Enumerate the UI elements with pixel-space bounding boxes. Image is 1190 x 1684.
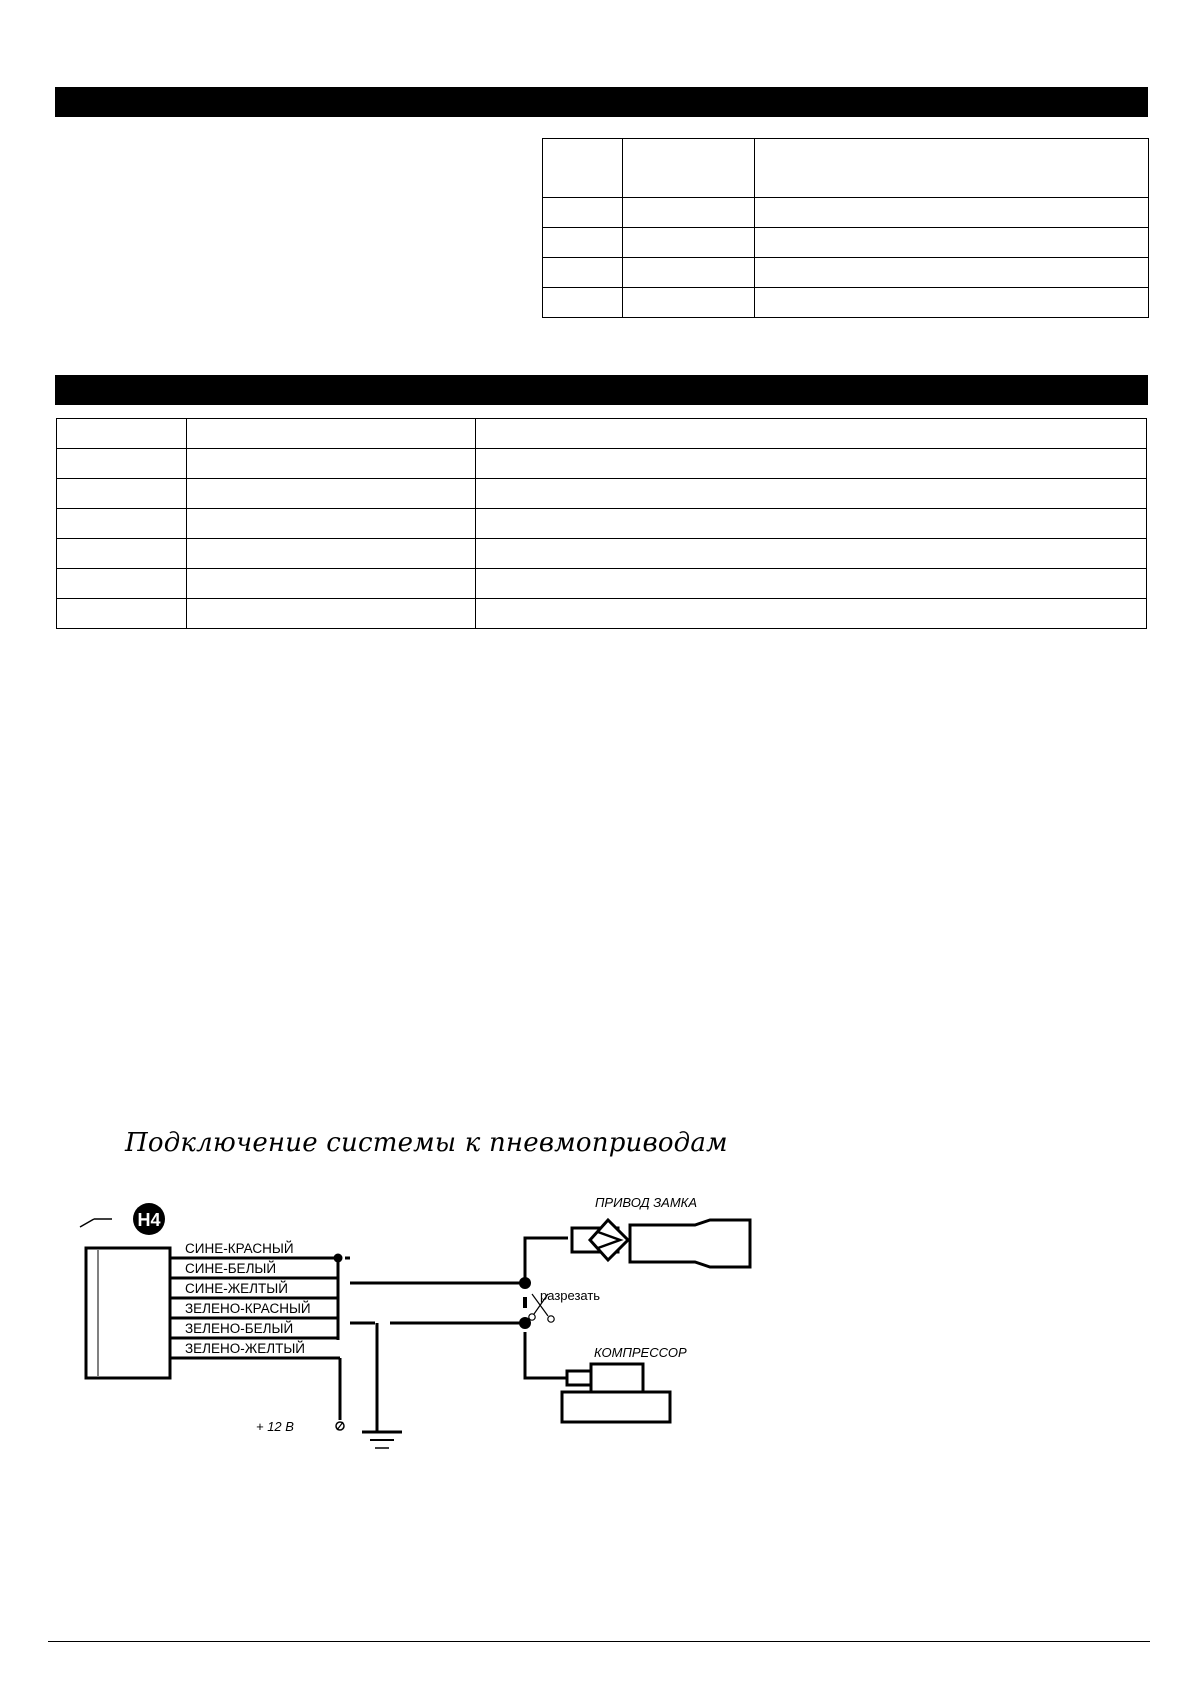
section-header-bar-2 [55,375,1148,405]
table-row [57,599,1147,629]
table-row [57,419,1147,449]
compressor-tube [525,1332,570,1378]
lock-actuator [572,1220,750,1267]
table-row [57,479,1147,509]
table-row [543,288,1149,318]
table-row [543,139,1149,198]
diagram-title: Подключение системы к пневмоприводам [125,1128,728,1158]
compressor [562,1364,670,1422]
compressor-label: КОМПРЕССОР [594,1345,687,1360]
wire-label-blue-white: СИНЕ-БЕЛЫЙ [185,1261,277,1276]
footer-rule [48,1641,1150,1642]
wire-label-green-yellow: ЗЕЛЕНО-ЖЕЛТЫЙ [185,1341,305,1356]
table-row [543,198,1149,228]
pneumatic-wiring-diagram [60,1180,760,1460]
table-row [543,258,1149,288]
wire-label-green-red: ЗЕЛЕНО-КРАСНЫЙ [185,1301,311,1316]
table-row [543,228,1149,258]
wire-label-blue-yellow: СИНЕ-ЖЕЛТЫЙ [185,1281,288,1296]
table-row [57,449,1147,479]
lock-tube [525,1238,568,1283]
cut-label: разрезать [540,1288,601,1303]
junction-dot-upper [519,1277,531,1289]
info-table-2 [56,418,1147,629]
alarm-module [86,1248,170,1378]
junction-dot [334,1254,343,1263]
pointer-mark [80,1219,112,1227]
table-row [57,509,1147,539]
section-header-bar-1 [55,87,1148,117]
lock-actuator-label: ПРИВОД ЗАМКА [595,1195,698,1210]
wire-label-green-white: ЗЕЛЕНО-БЕЛЫЙ [185,1321,294,1336]
connector-badge-label: H4 [137,1210,161,1230]
table-row [57,539,1147,569]
table-row [57,569,1147,599]
power-label: + 12 В [256,1419,294,1434]
wire-label-blue-red: СИНЕ-КРАСНЫЙ [185,1241,294,1256]
info-table-1 [542,138,1149,318]
